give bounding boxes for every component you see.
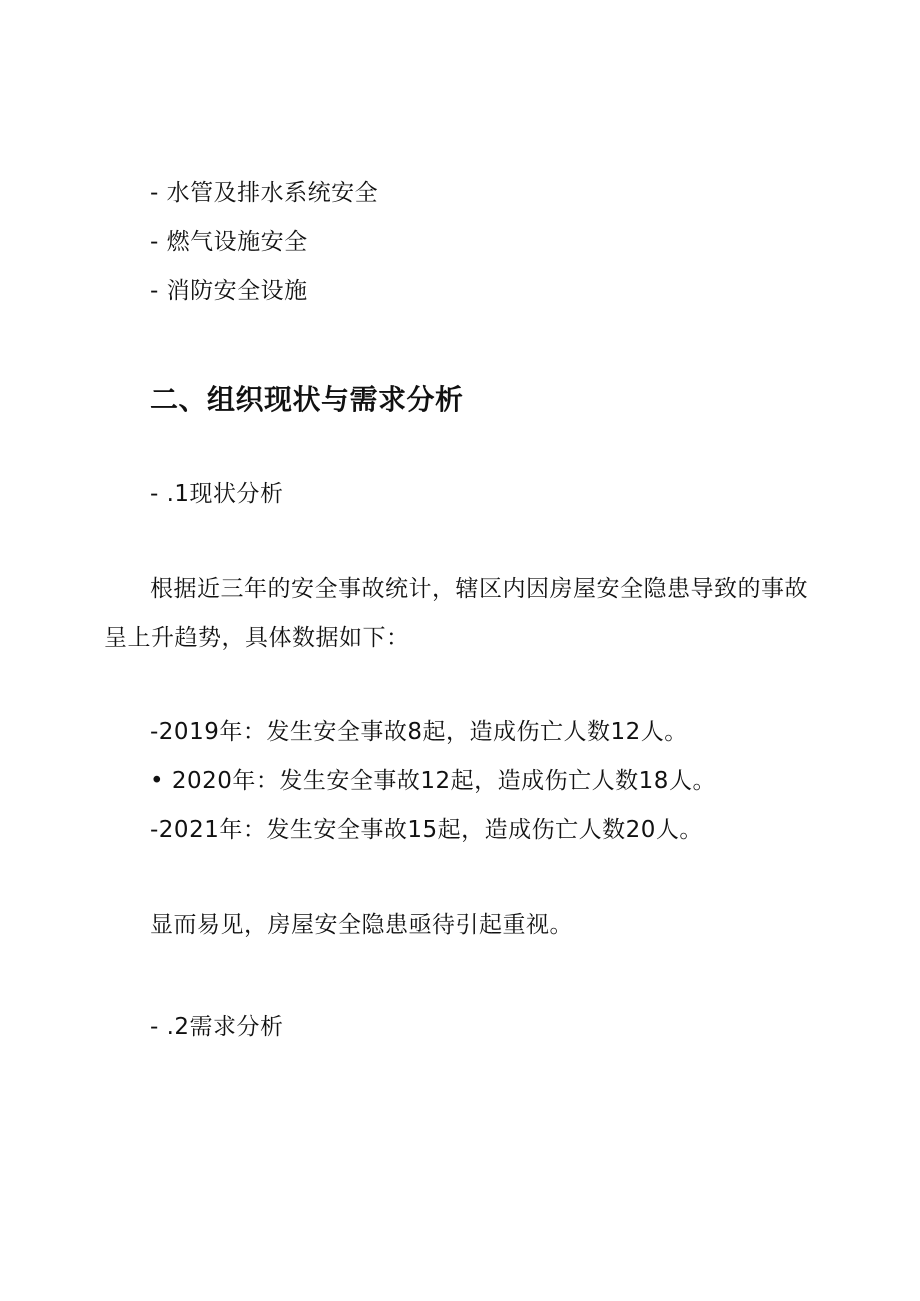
bullet-item-fire-safety: - 消防安全设施	[150, 278, 308, 304]
section-heading: 二、组织现状与需求分析	[150, 383, 464, 416]
bullet-item-gas-facilities: - 燃气设施安全	[150, 229, 308, 255]
sub-heading-needs-analysis: - .2需求分析	[150, 1014, 284, 1040]
paragraph-line-1: 根据近三年的安全事故统计，辖区内因房屋安全隐患导致的事故	[150, 576, 808, 602]
stat-item-2019: -2019年：发生安全事故8起，造成伤亡人数12人。	[150, 719, 688, 745]
conclusion-text: 显而易见，房屋安全隐患亟待引起重视。	[150, 912, 573, 938]
sub-heading-current-analysis: - .1现状分析	[150, 481, 284, 507]
paragraph-line-2: 呈上升趋势，具体数据如下：	[104, 625, 410, 651]
stat-item-2021: -2021年：发生安全事故15起，造成伤亡人数20人。	[150, 817, 703, 843]
bullet-item-water-drainage: - 水管及排水系统安全	[150, 180, 379, 206]
stat-item-2020: • 2020年：发生安全事故12起，造成伤亡人数18人。	[150, 768, 716, 794]
